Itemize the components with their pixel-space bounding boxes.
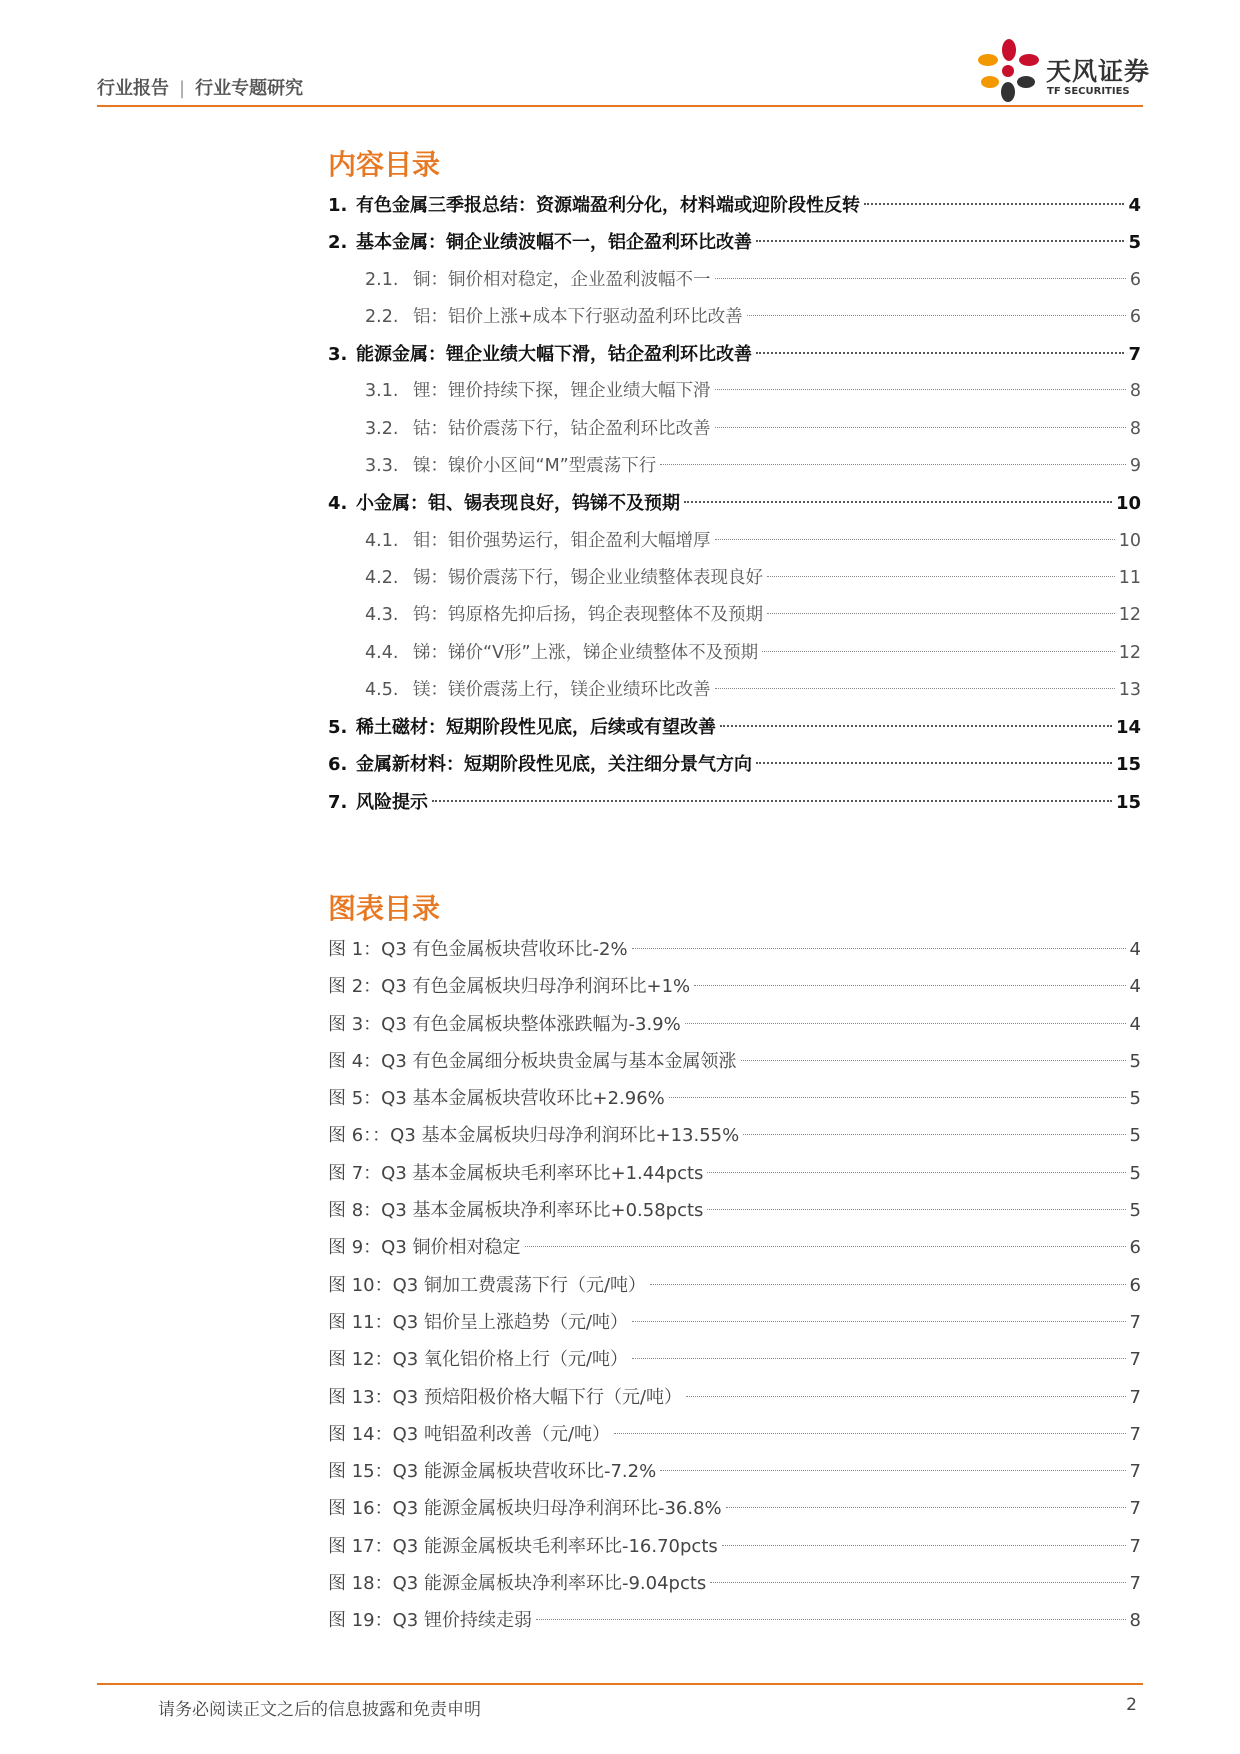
flower-logo-icon [974, 38, 1044, 104]
dot-leader [684, 501, 1112, 503]
entry-page-number: 6 [1129, 306, 1141, 327]
figure-list-entry[interactable] [328, 1416, 1141, 1453]
dot-leader [715, 278, 1126, 279]
entry-page-number: 5 [1128, 232, 1141, 254]
dot-leader [632, 948, 1126, 949]
entry-page-number: 4 [1129, 1013, 1141, 1035]
figure-list-entry[interactable] [328, 1379, 1141, 1416]
entry-label: 图 7：Q3 基本金属板块毛利率环比+1.44pcts [328, 1162, 704, 1184]
toc-chapter-entry[interactable] [328, 336, 1141, 373]
dot-leader [756, 762, 1112, 764]
entry-page-number: 6 [1129, 1237, 1141, 1259]
entry-page-number: 6 [1129, 1274, 1141, 1296]
dot-leader [632, 1358, 1126, 1359]
entry-page-number: 7 [1129, 1349, 1141, 1371]
entry-label: 图 8：Q3 基本金属板块净利率环比+0.58pcts [328, 1200, 704, 1222]
dot-leader [715, 688, 1115, 689]
header-divider [97, 105, 1143, 107]
entry-label: 锑：锑价“V形”上涨，锑企业绩整体不及预期 [413, 642, 759, 663]
figure-list-entry[interactable] [328, 1117, 1141, 1154]
figure-list-entry[interactable] [328, 968, 1141, 1005]
toc-section-entry[interactable] [328, 672, 1141, 709]
figure-list-entry[interactable] [328, 1006, 1141, 1043]
entry-label: 钼：钼价强势运行，钼企盈利大幅增厚 [413, 530, 711, 551]
entry-label: 锡：锡价震荡下行，锡企业业绩整体表现良好 [413, 567, 763, 588]
dot-leader [707, 1209, 1125, 1210]
entry-number: 4.4. [365, 642, 399, 663]
dot-leader [686, 1396, 1126, 1397]
entry-page-number: 14 [1115, 717, 1141, 739]
entry-label: 图 12：Q3 氧化铝价格上行（元/吨） [328, 1349, 629, 1371]
table-of-contents [328, 187, 1141, 821]
figure-list-entry[interactable] [328, 931, 1141, 968]
entry-page-number: 7 [1129, 1461, 1141, 1483]
dot-leader [685, 1023, 1126, 1024]
dot-leader [432, 800, 1112, 802]
entry-page-number: 7 [1129, 1498, 1141, 1520]
figure-list-entry[interactable] [328, 1080, 1141, 1117]
entry-label: 风险提示 [356, 791, 428, 813]
figure-list-entry[interactable] [328, 1341, 1141, 1378]
header-subcategory: 行业专题研究 [195, 78, 304, 99]
footer-divider [97, 1683, 1143, 1685]
dot-leader [660, 464, 1126, 465]
entry-label: 镍：镍价小区间“M”型震荡下行 [413, 456, 657, 477]
dot-leader [864, 203, 1124, 205]
dot-leader [756, 240, 1124, 242]
entry-page-number: 7 [1129, 1423, 1141, 1445]
entry-number: 2.2. [365, 306, 399, 327]
entry-page-number: 5 [1129, 1200, 1141, 1222]
entry-number: 4.3. [365, 605, 399, 626]
entry-number: 1. [328, 195, 348, 216]
figure-list-entry[interactable] [328, 1490, 1141, 1527]
entry-page-number: 9 [1129, 456, 1141, 477]
entry-label: 图 11：Q3 铝价呈上涨趋势（元/吨） [328, 1311, 629, 1333]
entry-page-number: 7 [1129, 1535, 1141, 1557]
toc-section-entry[interactable] [328, 262, 1141, 299]
dot-leader [767, 576, 1115, 577]
dot-leader [743, 1134, 1125, 1135]
entry-label: 图 6：：Q3 基本金属板块归母净利润环比+13.55% [328, 1125, 740, 1147]
header-separator: | [179, 78, 186, 99]
page-number: 2 [1126, 1695, 1137, 1715]
entry-number: 6. [328, 754, 348, 776]
toc-chapter-entry[interactable] [328, 784, 1141, 821]
entry-page-number: 8 [1129, 1610, 1141, 1632]
toc-section-entry[interactable] [328, 299, 1141, 336]
dot-leader [710, 1582, 1125, 1583]
figure-list-entry[interactable] [328, 1192, 1141, 1229]
entry-label: 钴：钴价震荡下行，钴企盈利环比改善 [413, 418, 711, 439]
entry-page-number: 5 [1129, 1088, 1141, 1110]
entry-page-number: 7 [1129, 1311, 1141, 1333]
entry-label: 镁：镁价震荡上行，镁企业绩环比改善 [413, 679, 711, 700]
dot-leader [715, 539, 1115, 540]
dot-leader [707, 1172, 1125, 1173]
toc-section-entry[interactable] [328, 373, 1141, 410]
entry-label: 钨：钨原格先抑后扬，钨企表现整体不及预期 [413, 605, 763, 626]
entry-page-number: 8 [1129, 418, 1141, 439]
figure-list-entry[interactable] [328, 1267, 1141, 1304]
figures-title: 图表目录 [328, 892, 441, 925]
toc-section-entry[interactable] [328, 635, 1141, 672]
dot-leader [715, 427, 1126, 428]
dot-leader [741, 1060, 1126, 1061]
entry-label: 图 19：Q3 锂价持续走弱 [328, 1610, 532, 1632]
entry-number: 3.1. [365, 381, 399, 402]
entry-label: 图 14：Q3 吨铝盈利改善（元/吨） [328, 1423, 611, 1445]
dot-leader [614, 1433, 1126, 1434]
dot-leader [669, 1097, 1126, 1098]
dot-leader [722, 1545, 1126, 1546]
figure-list-entry[interactable] [328, 1453, 1141, 1490]
entry-page-number: 5 [1129, 1125, 1141, 1147]
toc-chapter-entry[interactable] [328, 746, 1141, 783]
toc-section-entry[interactable] [328, 523, 1141, 560]
entry-label: 图 1：Q3 有色金属板块营收环比-2% [328, 939, 628, 960]
entry-page-number: 12 [1118, 642, 1141, 663]
entry-page-number: 13 [1118, 679, 1141, 700]
entry-page-number: 5 [1129, 1162, 1141, 1184]
toc-section-entry[interactable] [328, 448, 1141, 485]
dot-leader [762, 651, 1115, 652]
toc-chapter-entry[interactable] [328, 485, 1141, 522]
entry-label: 能源金属：锂企业绩大幅下滑，钴企盈利环比改善 [356, 344, 752, 366]
entry-page-number: 15 [1115, 754, 1141, 776]
entry-label: 稀土磁材：短期阶段性见底，后续或有望改善 [356, 717, 716, 739]
footer-disclaimer: 请务必阅读正文之后的信息披露和免责申明 [158, 1700, 481, 1720]
logo-english-name: TF SECURITIES [1047, 86, 1130, 97]
entry-page-number: 4 [1129, 939, 1141, 960]
entry-number: 4.5. [365, 679, 399, 700]
header-category: 行业报告 [97, 78, 169, 99]
entry-page-number: 11 [1118, 567, 1141, 588]
dot-leader [747, 315, 1126, 316]
entry-label: 小金属：钼、锡表现良好，钨锑不及预期 [356, 493, 680, 515]
entry-label: 铝：铝价上涨+成本下行驱动盈利环比改善 [413, 306, 743, 327]
entry-page-number: 15 [1115, 791, 1141, 813]
figure-list-entry[interactable] [328, 1528, 1141, 1565]
dot-leader [536, 1619, 1126, 1620]
figure-list-entry[interactable] [328, 1229, 1141, 1266]
entry-page-number: 4 [1128, 195, 1141, 216]
dot-leader [660, 1470, 1125, 1471]
entry-number: 3.3. [365, 456, 399, 477]
entry-page-number: 6 [1129, 269, 1141, 290]
figure-list-entry[interactable] [328, 1043, 1141, 1080]
entry-label: 金属新材料：短期阶段性见底，关注细分景气方向 [356, 754, 752, 776]
entry-number: 7. [328, 791, 348, 813]
entry-page-number: 5 [1129, 1050, 1141, 1072]
toc-chapter-entry[interactable] [328, 709, 1141, 746]
entry-label: 图 16：Q3 能源金属板块归母净利润环比-36.8% [328, 1498, 722, 1520]
entry-label: 图 13：Q3 预焙阳极价格大幅下行（元/吨） [328, 1386, 683, 1408]
tf-securities-logo [974, 38, 1151, 104]
dot-leader [726, 1507, 1126, 1508]
entry-label: 图 2：Q3 有色金属板块归母净利润环比+1% [328, 976, 691, 998]
dot-leader [694, 985, 1125, 986]
dot-leader [720, 725, 1112, 727]
entry-number: 4. [328, 493, 348, 515]
entry-label: 图 5：Q3 基本金属板块营收环比+2.96% [328, 1088, 665, 1110]
report-type-header [97, 74, 303, 100]
entry-page-number: 7 [1129, 1386, 1141, 1408]
list-of-figures [328, 931, 1141, 1640]
entry-label: 有色金属三季报总结：资源端盈利分化，材料端或迎阶段性反转 [356, 195, 860, 216]
entry-page-number: 7 [1128, 344, 1141, 366]
entry-page-number: 7 [1129, 1573, 1141, 1595]
dot-leader [632, 1321, 1126, 1322]
entry-number: 2. [328, 232, 348, 254]
figure-list-entry[interactable] [328, 1602, 1141, 1639]
dot-leader [715, 389, 1126, 390]
entry-label: 图 3：Q3 有色金属板块整体涨跌幅为-3.9% [328, 1013, 681, 1035]
entry-label: 图 18：Q3 能源金属板块净利率环比-9.04pcts [328, 1573, 707, 1595]
figure-list-entry[interactable] [328, 1565, 1141, 1602]
entry-number: 4.2. [365, 567, 399, 588]
entry-page-number: 10 [1115, 493, 1141, 515]
entry-label: 图 4：Q3 有色金属细分板块贵金属与基本金属领涨 [328, 1050, 737, 1072]
entry-number: 3.2. [365, 418, 399, 439]
toc-chapter-entry[interactable] [328, 187, 1141, 224]
toc-section-entry[interactable] [328, 560, 1141, 597]
dot-leader [650, 1284, 1126, 1285]
entry-label: 基本金属：铜企业绩波幅不一，铝企盈利环比改善 [356, 232, 752, 254]
entry-label: 铜：铜价相对稳定，企业盈利波幅不一 [413, 269, 711, 290]
entry-number: 3. [328, 344, 348, 366]
entry-label: 图 15：Q3 能源金属板块营收环比-7.2% [328, 1461, 657, 1483]
dot-leader [756, 352, 1124, 354]
entry-label: 锂：锂价持续下探，锂企业绩大幅下滑 [413, 381, 711, 402]
entry-label: 图 10：Q3 铜加工费震荡下行（元/吨） [328, 1274, 647, 1296]
entry-page-number: 4 [1129, 976, 1141, 998]
entry-page-number: 12 [1118, 605, 1141, 626]
figure-list-entry[interactable] [328, 1155, 1141, 1192]
entry-number: 5. [328, 717, 348, 739]
toc-section-entry[interactable] [328, 411, 1141, 448]
contents-title: 内容目录 [328, 148, 441, 181]
toc-chapter-entry[interactable] [328, 224, 1141, 261]
dot-leader [525, 1246, 1126, 1247]
entry-number: 4.1. [365, 530, 399, 551]
entry-label: 图 9：Q3 铜价相对稳定 [328, 1237, 521, 1259]
entry-page-number: 10 [1118, 530, 1141, 551]
entry-page-number: 8 [1129, 381, 1141, 402]
toc-section-entry[interactable] [328, 597, 1141, 634]
dot-leader [767, 613, 1115, 614]
logo-chinese-name: 天风证券 [1046, 57, 1151, 86]
entry-number: 2.1. [365, 269, 399, 290]
entry-label: 图 17：Q3 能源金属板块毛利率环比-16.70pcts [328, 1535, 718, 1557]
figure-list-entry[interactable] [328, 1304, 1141, 1341]
